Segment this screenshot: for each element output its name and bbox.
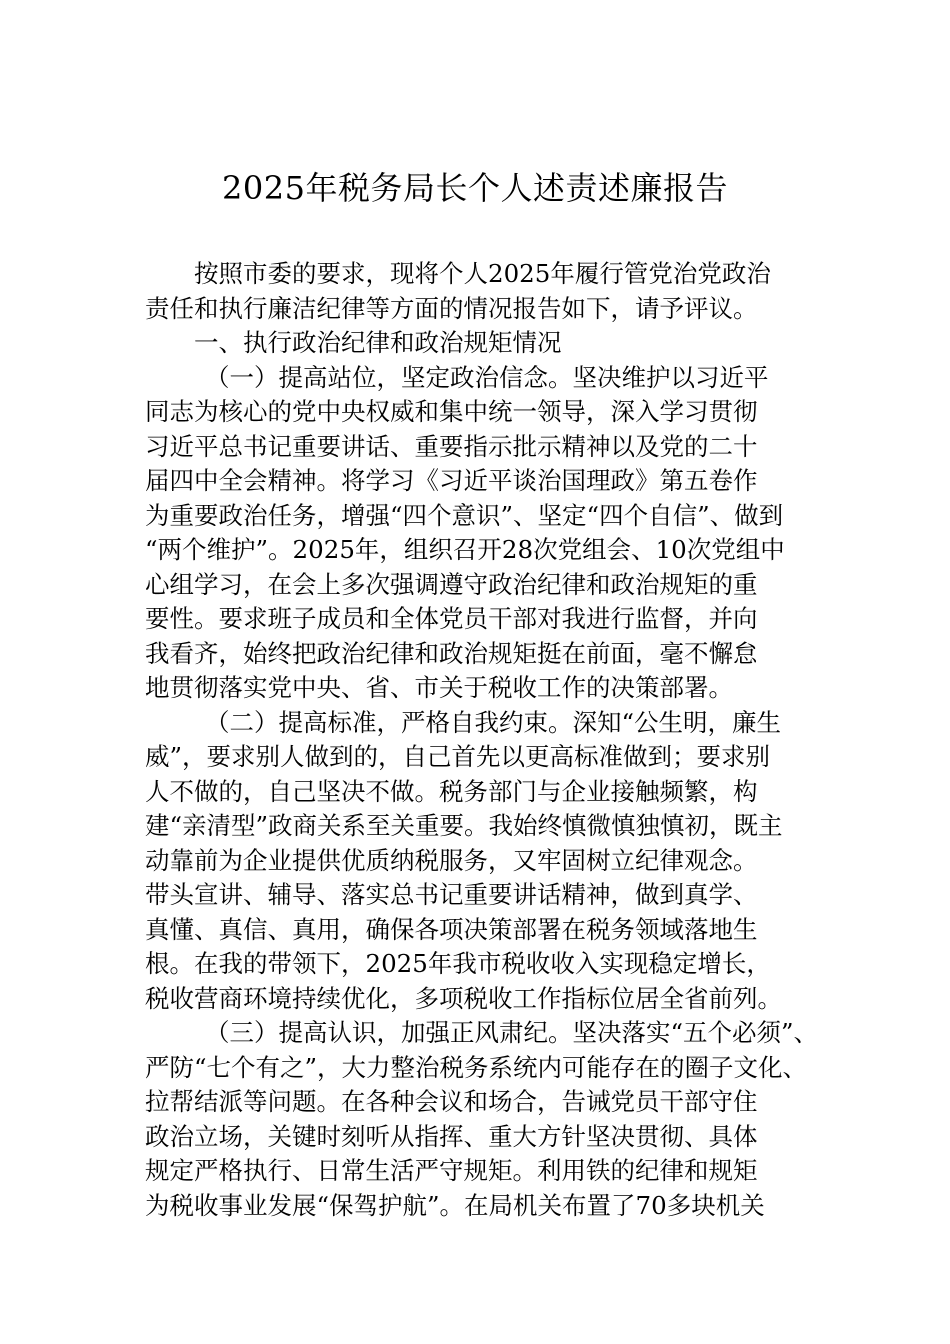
page-title: 2025年税务局长个人述责述廉报告 bbox=[222, 169, 728, 207]
text-line: 习近平总书记重要讲话、重要指示批示精神以及党的二十 bbox=[145, 431, 758, 461]
text-line: （一）提高站位，坚定政治信念。坚决维护以习近平 bbox=[205, 362, 769, 392]
text-line: 心组学习，在会上多次强调遵守政治纪律和政治规矩的重 bbox=[145, 569, 758, 599]
text-line: 严防“七个有之”，大力整治税务系统内可能存在的圈子文化、 bbox=[145, 1052, 808, 1082]
text-line: “两个维护”。2025年，组织召开28次党组会、10次党组中 bbox=[145, 535, 785, 564]
text-line: 人不做的，自己坚决不做。税务部门与企业接触频繁，构 bbox=[145, 776, 758, 806]
text-line: 我看齐，始终把政治纪律和政治规矩挺在前面，毫不懈怠 bbox=[145, 638, 758, 668]
text-line: 按照市委的要求，现将个人2025年履行管党治党政治 bbox=[194, 259, 771, 288]
text-line: 届四中全会精神。将学习《习近平谈治国理政》第五卷作 bbox=[145, 466, 758, 495]
text-line: 一、执行政治纪律和政治规矩情况 bbox=[194, 328, 562, 357]
document-body bbox=[145, 257, 825, 1223]
text-line: 为重要政治任务，增强“四个意识”、坚定“四个自信”、做到 bbox=[145, 500, 784, 530]
text-line: （二）提高标准，严格自我约束。深知“公生明，廉生 bbox=[205, 707, 782, 737]
text-line: 动靠前为企业提供优质纳税服务，又牢固树立纪律观念。 bbox=[145, 845, 758, 875]
text-line: 带头宣讲、辅导、落实总书记重要讲话精神，做到真学、 bbox=[145, 880, 758, 909]
text-line: 税收营商环境持续优化，多项税收工作指标位居全省前列。 bbox=[145, 983, 782, 1013]
text-line: （三）提高认识，加强正风肃纪。坚决落实“五个必须”、 bbox=[205, 1018, 819, 1047]
text-line: 要性。要求班子成员和全体党员干部对我进行监督，并向 bbox=[145, 604, 758, 633]
text-line: 威”，要求别人做到的，自己首先以更高标准做到；要求别 bbox=[145, 742, 771, 771]
text-line: 拉帮结派等问题。在各种会议和场合，告诫党员干部守住 bbox=[145, 1087, 758, 1116]
text-line: 规定严格执行、日常生活严守规矩。利用铁的纪律和规矩 bbox=[145, 1156, 758, 1185]
text-line: 政治立场，关键时刻听从指挥、重大方针坚决贯彻、具体 bbox=[145, 1121, 758, 1151]
text-line: 根。在我的带领下，2025年我市税收收入实现稳定增长， bbox=[145, 949, 771, 978]
text-line: 地贯彻落实党中央、省、市关于税收工作的决策部署。 bbox=[145, 673, 733, 702]
text-line: 建“亲清型”政商关系至关重要。我始终慎微慎独慎初，既主 bbox=[145, 811, 783, 840]
text-line: 同志为核心的党中央权威和集中统一领导，深入学习贯彻 bbox=[145, 397, 758, 426]
text-line: 为税收事业发展“保驾护航”。在局机关布置了70多块机关 bbox=[145, 1190, 765, 1220]
text-line: 责任和执行廉洁纪律等方面的情况报告如下，请予评议。 bbox=[145, 293, 758, 323]
text-line: 真懂、真信、真用，确保各项决策部署在税务领域落地生 bbox=[145, 914, 758, 944]
